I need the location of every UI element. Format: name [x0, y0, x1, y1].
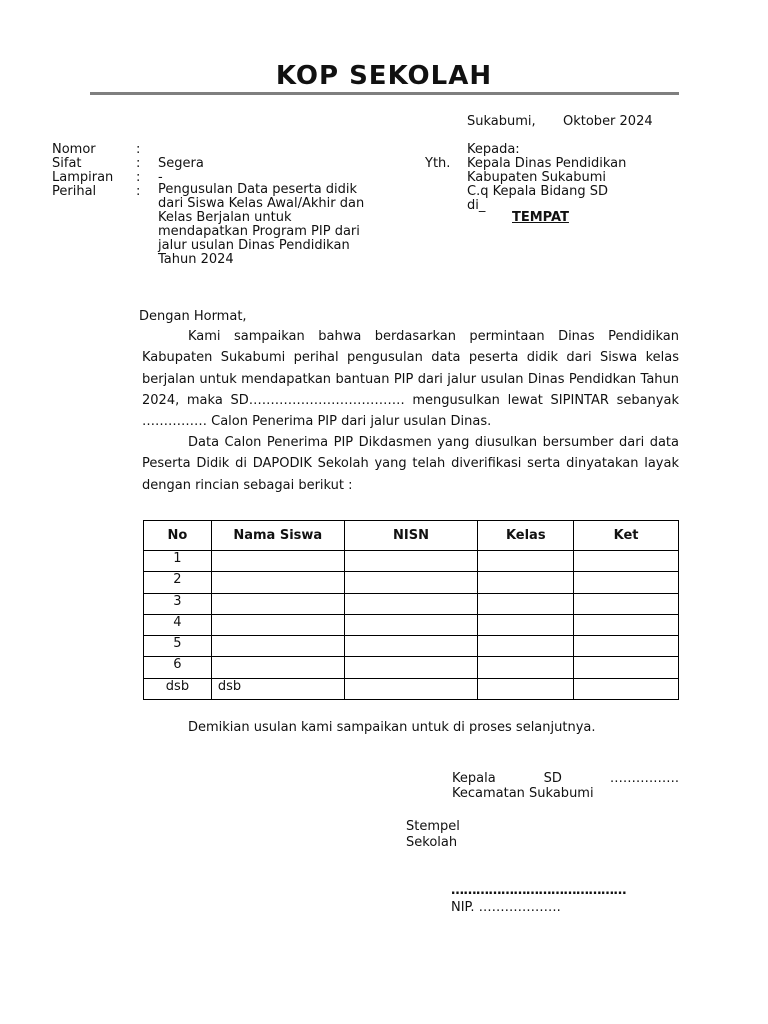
table-row	[144, 636, 679, 657]
recipient-line3: C.q Kepala Bidang SD	[467, 184, 609, 199]
nomor-colon: :	[136, 142, 141, 157]
table-row	[144, 572, 679, 593]
cell-nisn	[344, 636, 478, 657]
cell-ket	[574, 572, 679, 593]
letterhead-rule	[90, 92, 679, 95]
cell-nama	[211, 593, 344, 614]
signature-sd-dots: …………….	[609, 771, 679, 786]
cell-ket	[574, 678, 679, 699]
header-nisn: NISN	[344, 521, 478, 551]
recipient-tempat: TEMPAT	[512, 210, 569, 225]
stempel-line1: Stempel	[406, 819, 460, 834]
table-row	[144, 614, 679, 635]
table-row	[144, 657, 679, 678]
cell-ket	[574, 551, 679, 572]
recipient-line2: Kabupaten Sukabumi	[467, 170, 606, 185]
signature-title-line	[452, 772, 679, 786]
recipient-yth: Yth.	[425, 156, 451, 171]
letterhead-title: KOP SEKOLAH	[275, 61, 493, 91]
cell-ket	[574, 593, 679, 614]
signature-sd: SD	[543, 771, 562, 786]
closing-sentence: Demikian usulan kami sampaikan untuk di proses selanjutnya.	[188, 720, 596, 735]
table-header-row	[144, 521, 679, 551]
cell-ket	[574, 636, 679, 657]
lampiran-label: Lampiran	[52, 170, 114, 185]
recipient-line1: Kepala Dinas Pendidikan	[467, 156, 627, 171]
greeting: Dengan Hormat,	[139, 309, 247, 324]
paragraph-1-text: Kami sampaikan bahwa berdasarkan permintaan Dinas Pendidikan Kabupaten Sukabumi perihal pengusulan data peserta didik dari Siswa kelas berjalan untuk mendapatkan bantuan PIP dari jalur usulan Dinas Pendidkan Tahun 2024, maka SD……………………………… mengusulkan lewat SIPINTAR sebanyak …………… Calon Penerima PIP dari jalur usulan Dinas.	[142, 329, 679, 430]
cell-nama	[211, 551, 344, 572]
cell-nisn	[344, 614, 478, 635]
paragraph-2-text: Data Calon Penerima PIP Dikdasmen yang diusulkan bersumber dari data Peserta Didik di DAPODIK Sekolah yang telah diverifikasi serta dinyatakan layak dengan rincian sebagai berikut :	[142, 435, 679, 493]
cell-nisn	[344, 593, 478, 614]
student-table	[143, 520, 679, 700]
paragraph-1	[142, 326, 679, 432]
cell-ket	[574, 614, 679, 635]
cell-kelas	[478, 593, 574, 614]
recipient-line4: di_	[467, 198, 486, 213]
cell-nisn	[344, 657, 478, 678]
cell-no: 2	[144, 572, 212, 593]
table-row	[144, 593, 679, 614]
table-row	[144, 678, 679, 699]
date-month-year: Oktober 2024	[563, 114, 653, 129]
stempel-line2: Sekolah	[406, 835, 458, 850]
header-no: No	[144, 521, 212, 551]
date-city: Sukabumi,	[467, 114, 536, 129]
cell-kelas	[478, 572, 574, 593]
cell-nisn	[344, 551, 478, 572]
lampiran-value: -	[158, 170, 163, 185]
lampiran-colon: :	[136, 170, 141, 185]
perihal-colon: :	[136, 184, 141, 199]
cell-ket	[574, 657, 679, 678]
cell-nisn	[344, 572, 478, 593]
sifat-colon: :	[136, 156, 141, 171]
cell-nama	[211, 614, 344, 635]
header-nama: Nama Siswa	[211, 521, 344, 551]
cell-no: 3	[144, 593, 212, 614]
cell-nama	[211, 572, 344, 593]
header-kelas: Kelas	[478, 521, 574, 551]
signature-kecamatan: Kecamatan Sukabumi	[452, 786, 594, 801]
cell-kelas	[478, 551, 574, 572]
sifat-label: Sifat	[52, 156, 82, 171]
sifat-value: Segera	[158, 156, 204, 171]
cell-no: 5	[144, 636, 212, 657]
nomor-label: Nomor	[52, 142, 96, 157]
cell-kelas	[478, 657, 574, 678]
cell-kelas	[478, 614, 574, 635]
cell-nisn	[344, 678, 478, 699]
recipient-kepada: Kepada:	[467, 142, 520, 157]
cell-nama	[211, 636, 344, 657]
perihal-value: Pengusulan Data peserta didik dari Siswa Kelas Awal/Akhir dan Kelas Berjalan untuk mendapatkan Program PIP dari jalur usulan Dinas Pendidikan Tahun 2024	[158, 182, 365, 267]
cell-no: 6	[144, 657, 212, 678]
cell-no: dsb	[144, 678, 212, 699]
cell-nama	[211, 657, 344, 678]
perihal-label: Perihal	[52, 184, 97, 199]
table-row	[144, 551, 679, 572]
cell-nama: dsb	[211, 678, 344, 699]
signature-name-line: ……………………………………	[451, 883, 626, 898]
header-ket: Ket	[574, 521, 679, 551]
cell-kelas	[478, 636, 574, 657]
cell-no: 1	[144, 551, 212, 572]
signature-nip: NIP. ……………….	[451, 900, 561, 915]
paragraph-2	[142, 432, 679, 496]
signature-kepala: Kepala	[452, 771, 496, 786]
cell-no: 4	[144, 614, 212, 635]
cell-kelas	[478, 678, 574, 699]
stempel-label	[406, 819, 460, 851]
